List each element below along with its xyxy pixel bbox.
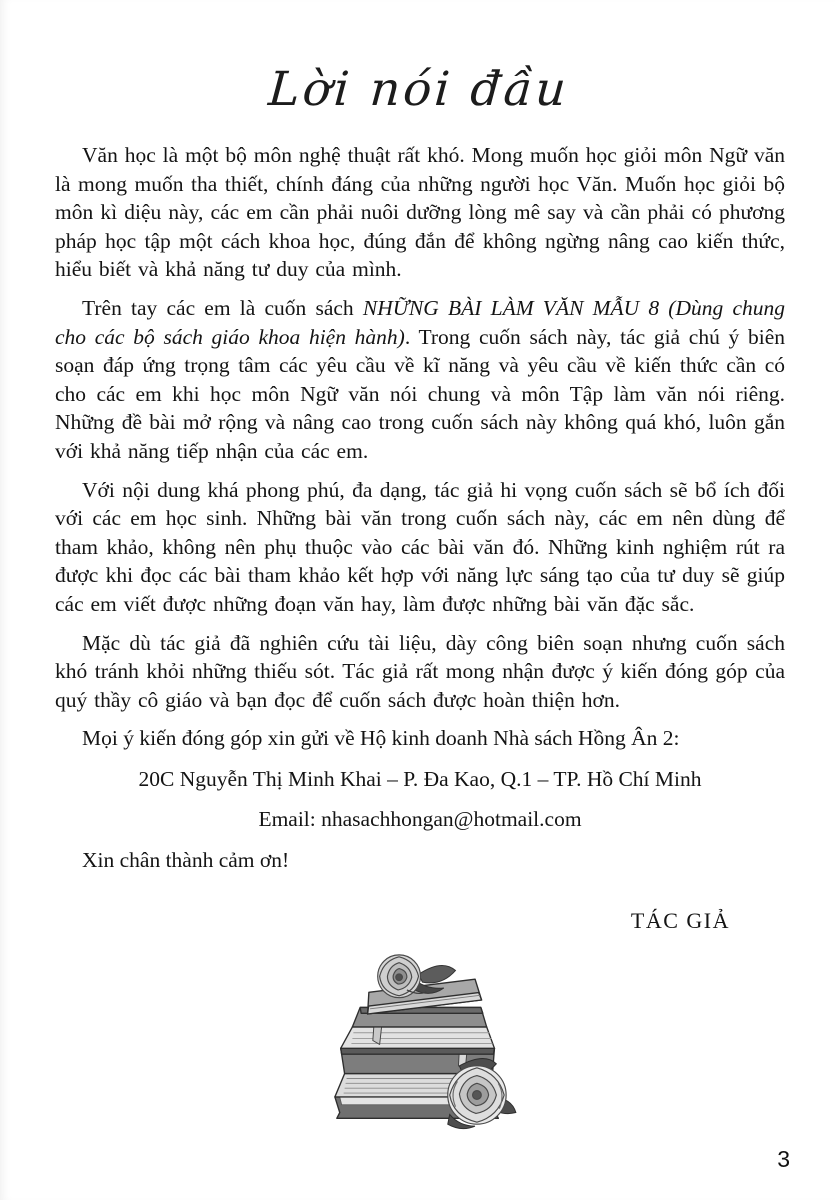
paragraph-advice: Với nội dung khá phong phú, đa dạng, tác giả hi vọng cuốn sách sẽ bổ ích đối với các em học sinh. Những bài văn trong cuốn sách này, các em nên dùng để tham khảo, không nên phụ thuộc vào các bài văn đó. Những kinh nghiệm rút ra được khi đọc các bài tham khảo kết hợp với năng lực sáng tạo của tư duy sẽ giúp các em viết được những đoạn văn hay, làm được những bài văn đặc sắc. [55,477,785,616]
paragraph-book-description [55,294,785,466]
paragraph-apology: Mặc dù tác giả đã nghiên cứu tài liệu, dày công biên soạn nhưng cuốn sách khó tránh khỏi những thiếu sót. Tác giả rất mong nhận được ý kiến đóng góp của quý thầy cô giáo và bạn đọc để cuốn sách được hoàn thiện hơn. [55,630,785,712]
thanks-line: Xin chân thành cảm ơn! [82,848,290,873]
page-number: 3 [777,1146,790,1172]
illustration-container [55,951,785,1131]
paragraph-book-description-before: Trên tay các em là cuốn sách [82,295,363,320]
paragraph-intro: Văn học là một bộ môn nghệ thuật rất khó. Mong muốn học giỏi môn Ngữ văn là mong muốn tha thiết, chính đáng của những người học Văn. Muốn học giỏi bộ môn kì diệu này, các em cần phải nuôi dưỡng lòng mê say và cần phải có phương pháp học tập một cách khoa học, đúng đắn để không ngừng nâng cao kiến thức, hiểu biết và khả năng tư duy của mình. [55,143,785,282]
email-line: Email: nhasachhongan@hotmail.com [258,807,582,832]
feedback-line: Mọi ý kiến đóng góp xin gửi về Hộ kinh doanh Nhà sách Hồng Ân 2: [82,726,680,751]
author-signature: TÁC GIẢ [630,907,730,933]
book-title: NHỮNG BÀI LÀM VĂN MẪU 8 (Dùng chung cho các bộ sách giáo khoa hiện hành) [55,295,785,349]
address-line: 20C Nguyễn Thị Minh Khai – P. Đa Kao, Q.1 – TP. Hồ Chí Minh [138,766,702,791]
books-and-roses-illustration [313,951,528,1131]
page-title: Lời nói đầu [266,62,571,117]
paragraph-book-description-after: . Trong cuốn sách này, tác giả chú ý biên soạn đáp ứng trọng tâm các yêu cầu về kĩ năng và yêu cầu về kiến thức cần có cho các em khi học môn Ngữ văn nói chung và môn Tập làm văn nói riêng. Những đề bài mở rộng và nâng cao trong cuốn sách này không quá khó, luôn gắn với khả năng tiếp nhận của các em. [55,324,785,463]
